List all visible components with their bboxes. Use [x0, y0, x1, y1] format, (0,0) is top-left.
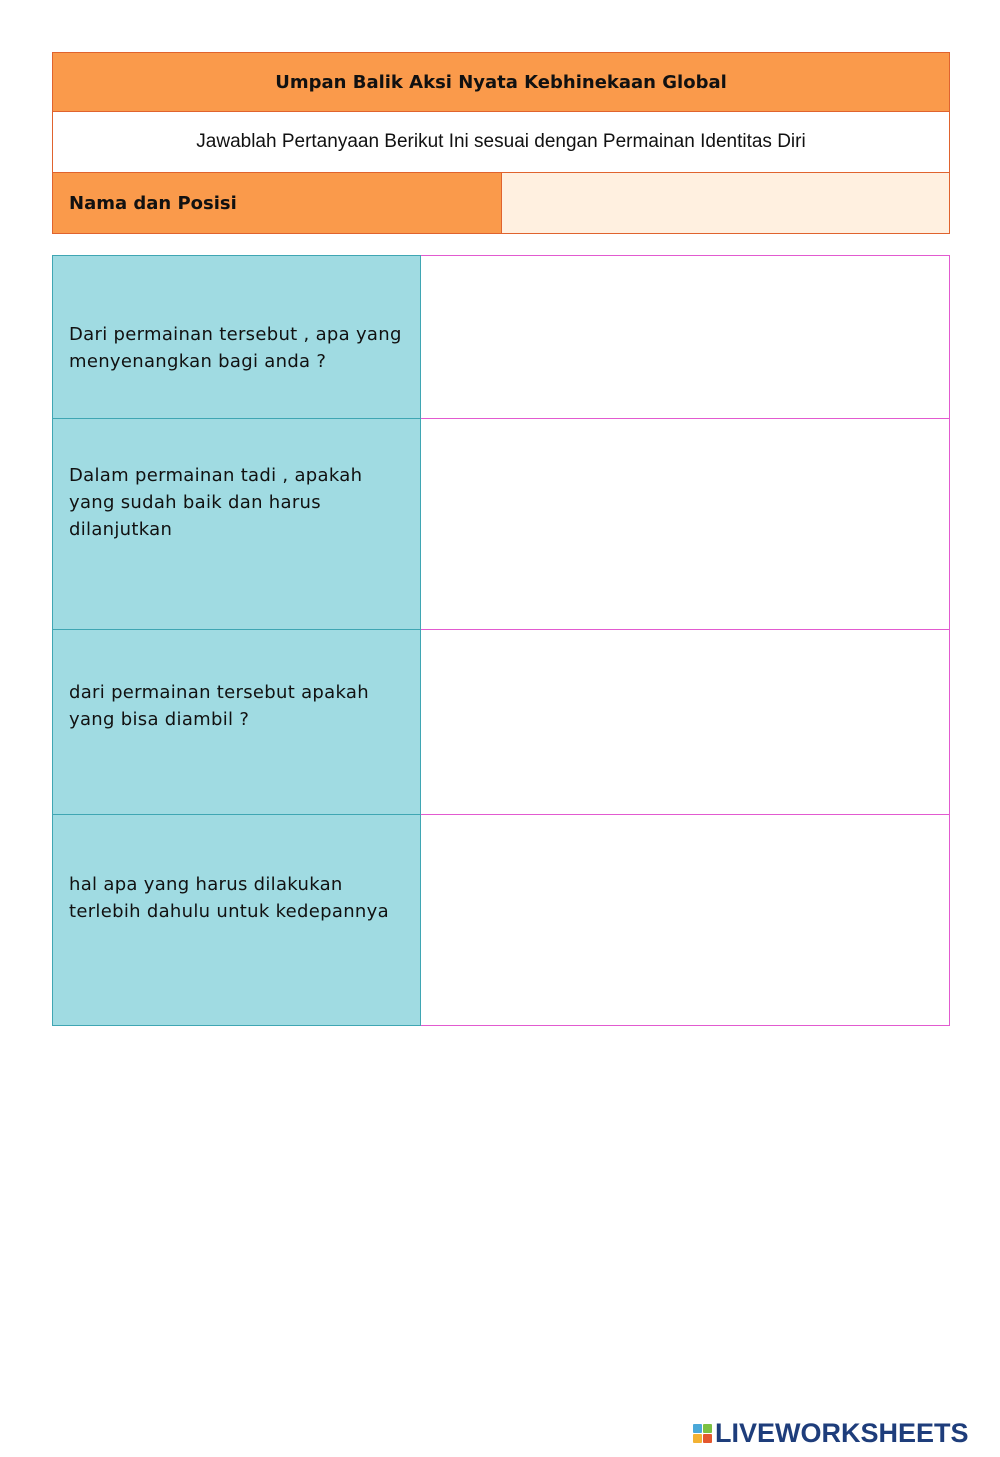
- worksheet-instruction: Jawablah Pertanyaan Berikut Ini sesuai dengan Permainan Identitas Diri: [53, 112, 950, 173]
- name-position-label: Nama dan Posisi: [53, 173, 502, 234]
- question-cell: [53, 256, 421, 419]
- logo-wordmark: LIVEWORKSHEETS: [715, 1417, 969, 1448]
- worksheet-title: Umpan Balik Aksi Nyata Kebhinekaan Global: [53, 53, 950, 112]
- question-row: [53, 630, 950, 815]
- question-row: [53, 256, 950, 419]
- header-table: [52, 52, 950, 234]
- logo-block-icon: [693, 1424, 702, 1433]
- question-row: [53, 419, 950, 630]
- logo-block-icon: [703, 1424, 712, 1433]
- question-cell: [53, 815, 421, 1026]
- question-text: dari permainan tersebut apakah yang bisa diambil ?: [69, 682, 369, 730]
- questions-table: [52, 255, 950, 1026]
- logo-block-icon: [703, 1434, 712, 1443]
- question-cell: [53, 630, 421, 815]
- answer-field[interactable]: [421, 256, 950, 419]
- question-text: Dalam permainan tadi , apakah yang sudah baik dan harus dilanjutkan: [69, 464, 363, 540]
- liveworksheets-logo-icon: [693, 1424, 712, 1443]
- liveworksheets-logo: [693, 1418, 969, 1448]
- question-cell: [53, 419, 421, 630]
- answer-field[interactable]: [421, 630, 950, 815]
- question-text: hal apa yang harus dilakukan terlebih dahulu untuk kedepannya: [69, 874, 389, 922]
- question-row: [53, 815, 950, 1026]
- answer-field[interactable]: [421, 815, 950, 1026]
- logo-block-icon: [693, 1434, 702, 1443]
- answer-field[interactable]: [421, 419, 950, 630]
- name-position-answer-field[interactable]: [501, 173, 950, 234]
- question-text: Dari permainan tersebut , apa yang menyenangkan bagi anda ?: [69, 324, 402, 372]
